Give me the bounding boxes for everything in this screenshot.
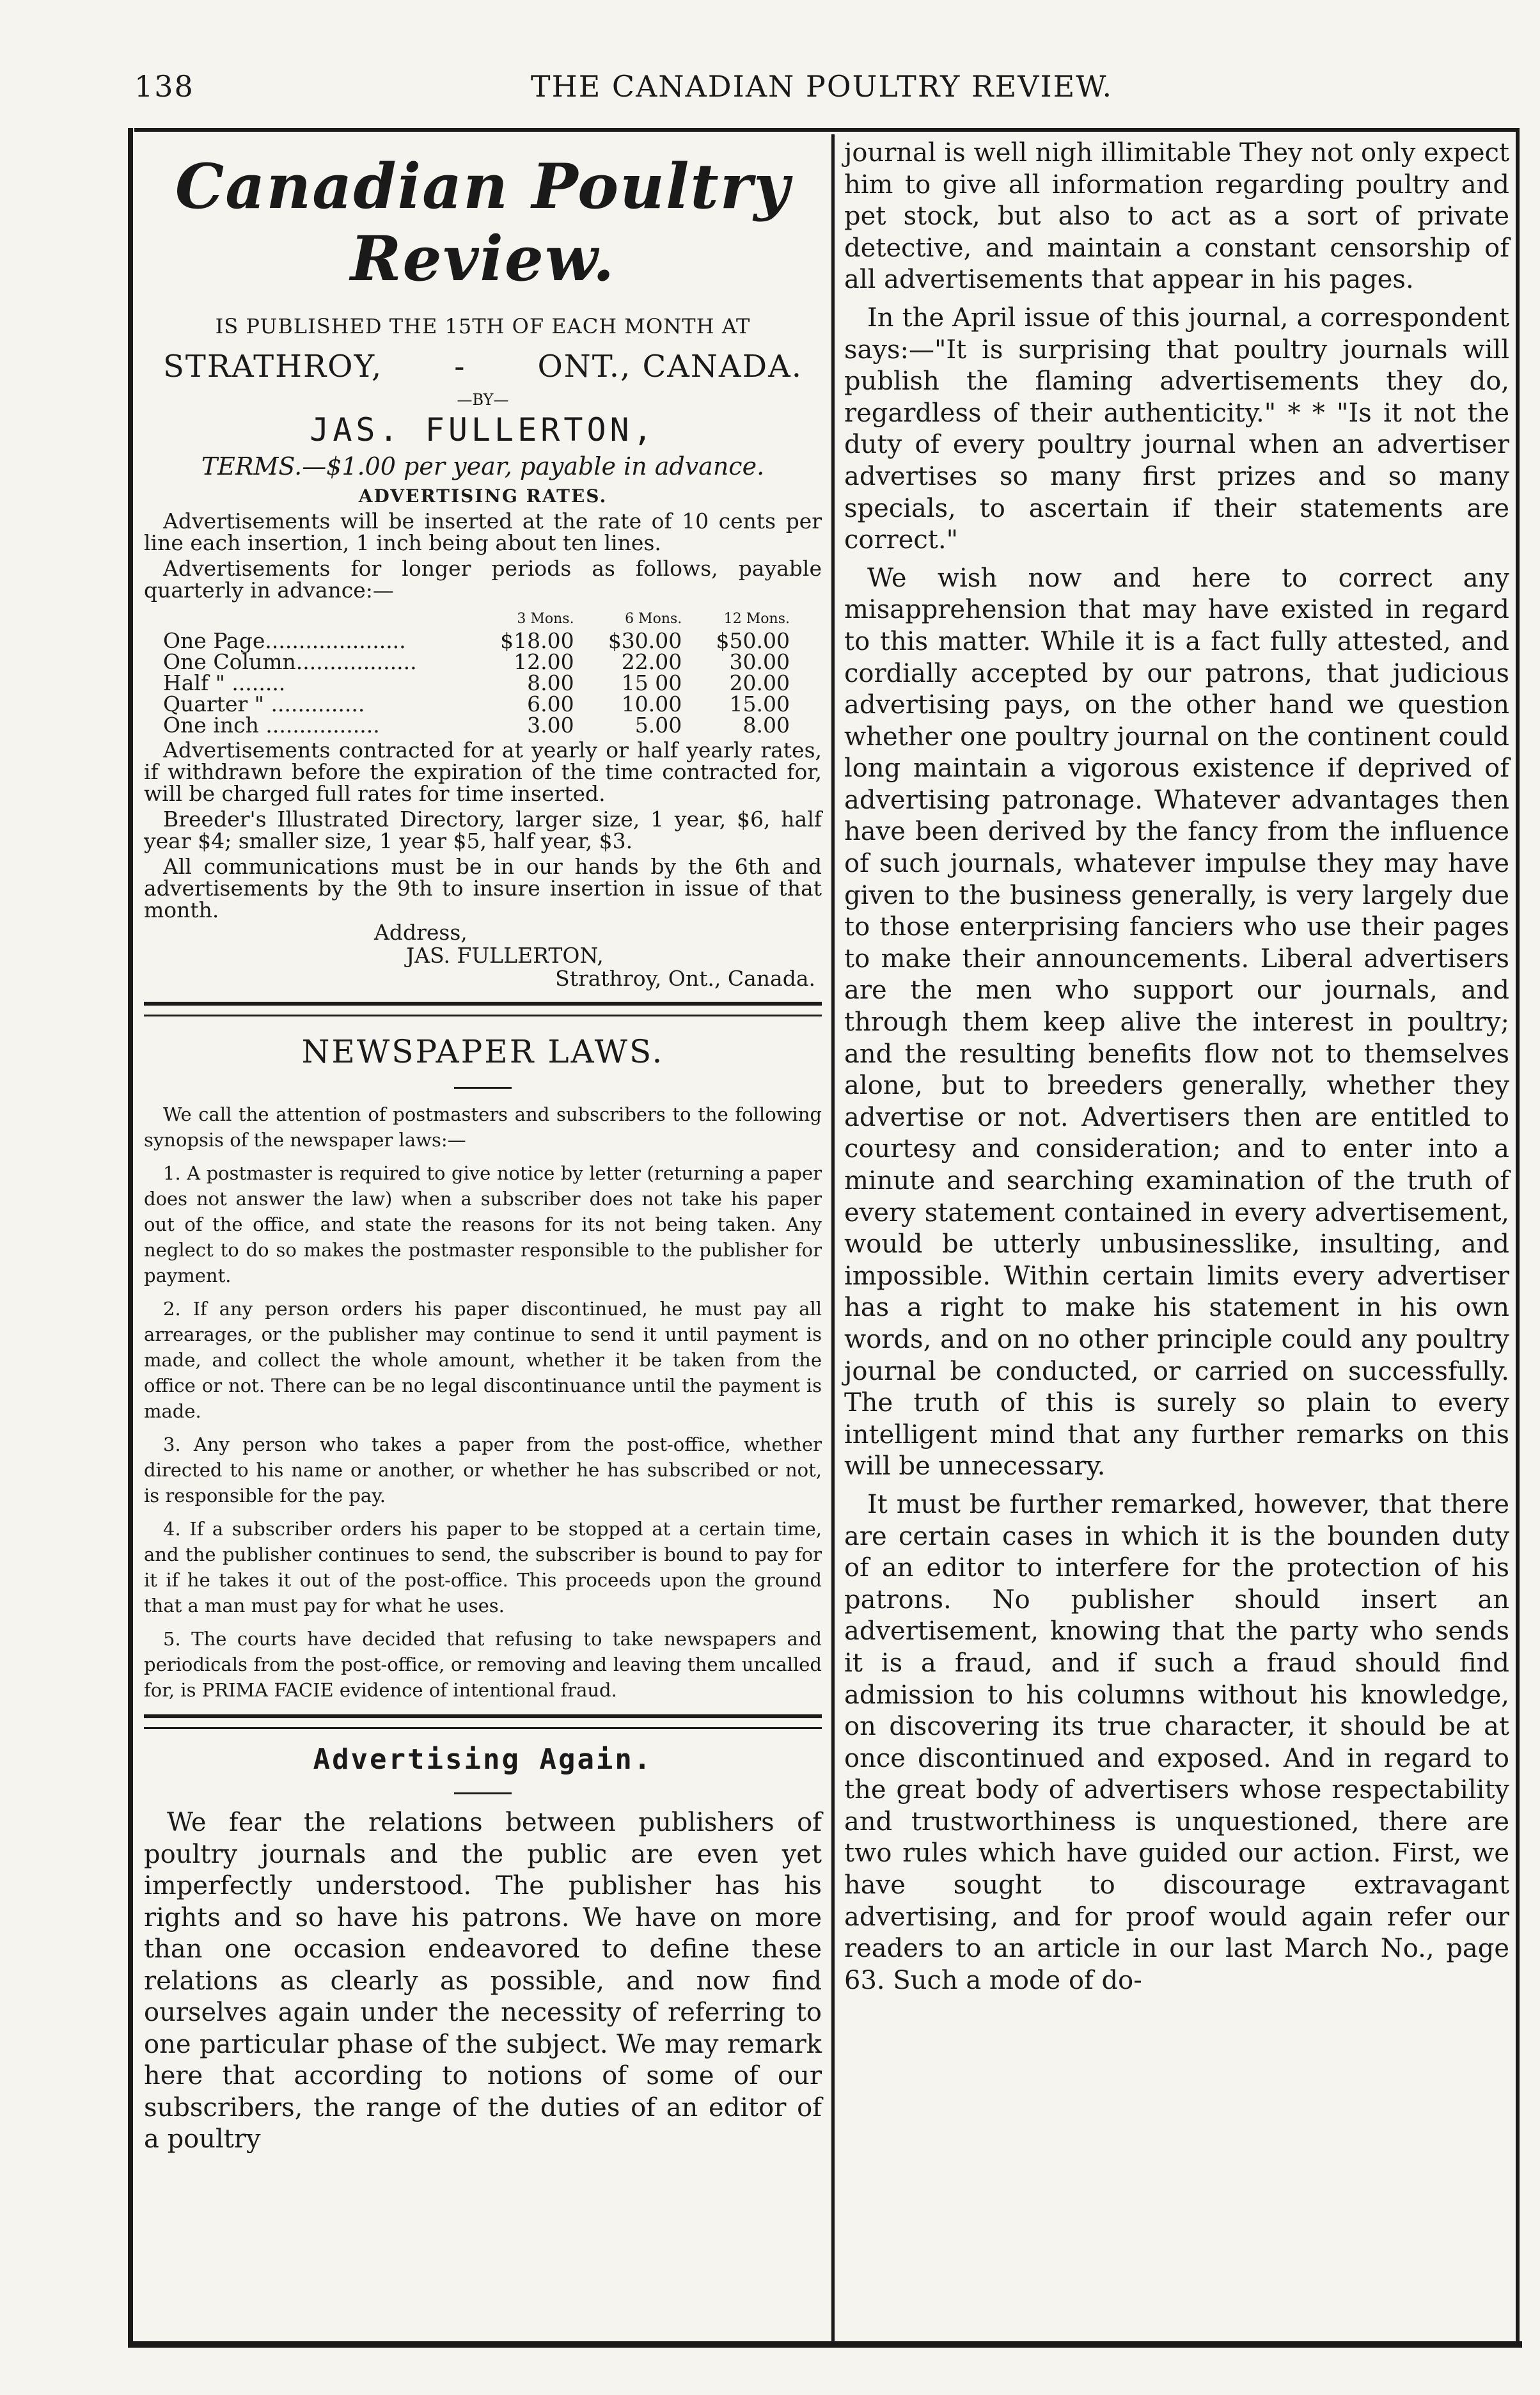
- rates-col-3m: 3 Mons.: [517, 611, 574, 627]
- table-row: [163, 715, 803, 736]
- rates-intro: Advertisements will be inserted at the rate of 10 cents per line each insertion, 1 inch being about ten lines.: [144, 509, 822, 555]
- ad-rates-heading: ADVERTISING RATES.: [358, 486, 608, 507]
- right-border: [1516, 128, 1520, 2348]
- article-paragraph: journal is well nigh illimitable They not only expect him to give all information regarding poultry and pet stock, but also to act as a sort of private detective, and maintain a constant censorship of all advertisements that appear in his pages.: [844, 138, 1509, 295]
- rates-col-12m: 12 Mons.: [723, 611, 790, 627]
- right-column: [844, 138, 1509, 2003]
- province: ONT., CANADA.: [537, 349, 803, 384]
- page-number: 138: [134, 69, 194, 104]
- law-item: 5. The courts have decided that refusing to take newspapers and periodicals from the post-office, or removing and leaving them uncalled for, is PRIMA FACIE evidence of intentional fraud.: [144, 1628, 822, 1701]
- newspaper-laws-heading: NEWSPAPER LAWS.: [301, 1033, 664, 1070]
- rate-label: Quarter " ..............: [163, 692, 365, 716]
- article-paragraph: In the April issue of this journal, a correspondent says:—"It is surprising that poultry journals will publish the flaming advertisements they do, regardless of their authenticity." * * "Is it not the duty of every poultry journal when an advertiser advertises so many first prizes and so many specials, to ascertain if their statements are correct.": [844, 303, 1509, 555]
- by-line: —BY—: [457, 391, 509, 409]
- law-item: 1. A postmaster is required to give notice by letter (returning a paper does not answer the law) when a subscriber does not take his paper out of the office, and state the reasons for its not being taken. Any neglect to do so makes the postmaster responsible to the publisher for payment.: [144, 1162, 822, 1286]
- rates-col-6m: 6 Mons.: [625, 611, 682, 627]
- left-column: [144, 138, 822, 2156]
- table-row: [163, 651, 803, 672]
- rates-header-row: [163, 608, 803, 630]
- short-rule: [454, 1087, 512, 1089]
- rate-12m: $50.00: [716, 628, 790, 653]
- contracted-note: Advertisements contracted for at yearly or half yearly rates, if withdrawn before the expiration of the time contracted for, will be charged full rates for time inserted.: [144, 738, 822, 806]
- communications-note: All communications must be in our hands by the 6th and advertisements by the 9th to insure insertion in issue of that month.: [144, 854, 822, 922]
- law-item: 4. If a subscriber orders his paper to be stopped at a certain time, and the publisher continues to send, the subscriber is bound to pay for it if he takes it out of the post-office. This proceeds upon the ground that a man must pay for what he uses.: [144, 1518, 822, 1616]
- rate-3m: 8.00: [527, 670, 574, 695]
- rate-label: Half " ........: [163, 670, 286, 695]
- top-rule: [134, 128, 1516, 132]
- rate-3m: 12.00: [514, 649, 574, 674]
- rate-3m: 3.00: [527, 713, 574, 738]
- place-dash: -: [454, 349, 466, 384]
- rate-6m: 10.00: [621, 692, 682, 716]
- rate-6m: $30.00: [608, 628, 682, 653]
- rate-label: One Page.....................: [163, 628, 406, 653]
- rate-3m: $18.00: [500, 628, 574, 653]
- laws-intro: We call the attention of postmasters and subscribers to the following synopsis of the newspaper laws:—: [144, 1103, 822, 1151]
- address-block: [144, 921, 822, 990]
- rate-6m: 15 00: [621, 670, 682, 695]
- article-paragraph: It must be further remarked, however, that there are certain cases in which it is the bounden duty of an editor to interfere for the protection of his patrons. No publisher should insert an advertisement, knowing that the party who sends it is a fraud, and if such a fraud should find admission to his columns without his knowledge, on discovering its true character, it should be at once discontinued and exposed. And in regard to the great body of advertisers whose respectability and trustworthiness is unquestioned, there are two rules which have guided our action. First, we have sought to discourage extravagant advertising, and for proof would again refer our readers to an article in our last March No., page 63. Such a mode of do-: [844, 1489, 1509, 1995]
- left-border: [128, 128, 133, 2348]
- rate-6m: 22.00: [621, 649, 682, 674]
- article-paragraph: We wish now and here to correct any misapprehension that may have existed in regard to this matter. While it is a fact fully attested, and cordially accepted by our patrons, that judicious advertising pays, on the other hand we question whether one poultry journal on the continent could long maintain a vigorous existence if deprived of advertising patronage. Whatever advantages then have been derived by the fancy from the influence of such journals, whatever impulse they may have given to the business generally, is very largely due to those enterprising fanciers who use their pages to make their announcements. Liberal advertisers are the men who support our journals, and through them keep alive the interest in poultry; and the resulting benefits flow not to themselves alone, but to breeders generally, whether they advertise or not. Advertisers then are entitled to courtesy and consideration; and to enter into a minute and searching examination of the truth of every statement contained in every advertisement, would be utterly unbusinesslike, insulting, and impossible. Within certain limits every advertiser has a right to make his statement in his own words, and on no other principle could any poultry journal be conducted, or carried on successfully. The truth of this is surely so plain to every intelligent mind that any further remarks on this will be unnecessary.: [844, 563, 1509, 1482]
- rate-label: One inch .................: [163, 713, 380, 738]
- masthead-title: Canadian Poultry Review.: [175, 150, 791, 295]
- directory-note: Breeder's Illustrated Directory, larger size, 1 year, $6, half year $4; smaller size, 1 year $5, half year, $3.: [144, 807, 822, 853]
- rate-12m: 8.00: [742, 713, 790, 738]
- published-line: IS PUBLISHED THE 15TH OF EACH MONTH AT: [215, 314, 751, 338]
- address-place: Strathroy, Ont., Canada.: [555, 966, 815, 991]
- editor-name: JAS. FULLERTON,: [310, 411, 656, 448]
- rate-12m: 20.00: [729, 670, 790, 695]
- terms: TERMS.—$1.00 per year, payable in advance.: [201, 452, 765, 480]
- advertising-again-heading: Advertising Again.: [313, 1743, 653, 1776]
- rate-3m: 6.00: [527, 692, 574, 716]
- running-head: [134, 69, 1509, 114]
- longer-periods: Advertisements for longer periods as follows, payable quarterly in advance:—: [144, 556, 822, 603]
- section-divider: [144, 1714, 822, 1729]
- address-name: JAS. FULLERTON,: [406, 943, 604, 968]
- rate-label: One Column..................: [163, 649, 417, 674]
- place-line: [163, 349, 803, 384]
- rates-table: [163, 608, 803, 736]
- table-row: [163, 693, 803, 715]
- table-row: [163, 672, 803, 693]
- address-label: Address,: [374, 920, 468, 945]
- article-paragraph: We fear the relations between publishers of poultry journals and the public are even yet imperfectly understood. The publisher has his rights and so have his patrons. We have on more than one occasion endeavored to define these relations as clearly as possible, and now find ourselves again under the necessity of referring to one particular phase of the subject. We may remark here that according to notions of some of our subscribers, the range of the duties of an editor of a poultry: [144, 1808, 822, 2154]
- column-divider: [831, 134, 835, 2341]
- rates-col-label: [163, 608, 479, 630]
- rate-6m: 5.00: [634, 713, 682, 738]
- law-item: 3. Any person who takes a paper from the post-office, whether directed to his name or another, or whether he has subscribed or not, is responsible for the pay.: [144, 1434, 822, 1506]
- city: STRATHROY,: [163, 349, 383, 384]
- law-item: 2. If any person orders his paper discontinued, he must pay all arrearages, or the publisher may continue to send it until payment is made, and collect the whole amount, whether it be taken from the office or not. There can be no legal discontinuance until the payment is made.: [144, 1298, 822, 1422]
- short-rule: [454, 1792, 512, 1794]
- rate-12m: 15.00: [729, 692, 790, 716]
- section-divider: [144, 1002, 822, 1016]
- running-title: THE CANADIAN POULTRY REVIEW.: [530, 69, 1113, 104]
- rate-12m: 30.00: [729, 649, 790, 674]
- table-row: [163, 630, 803, 651]
- bottom-border: [128, 2341, 1522, 2348]
